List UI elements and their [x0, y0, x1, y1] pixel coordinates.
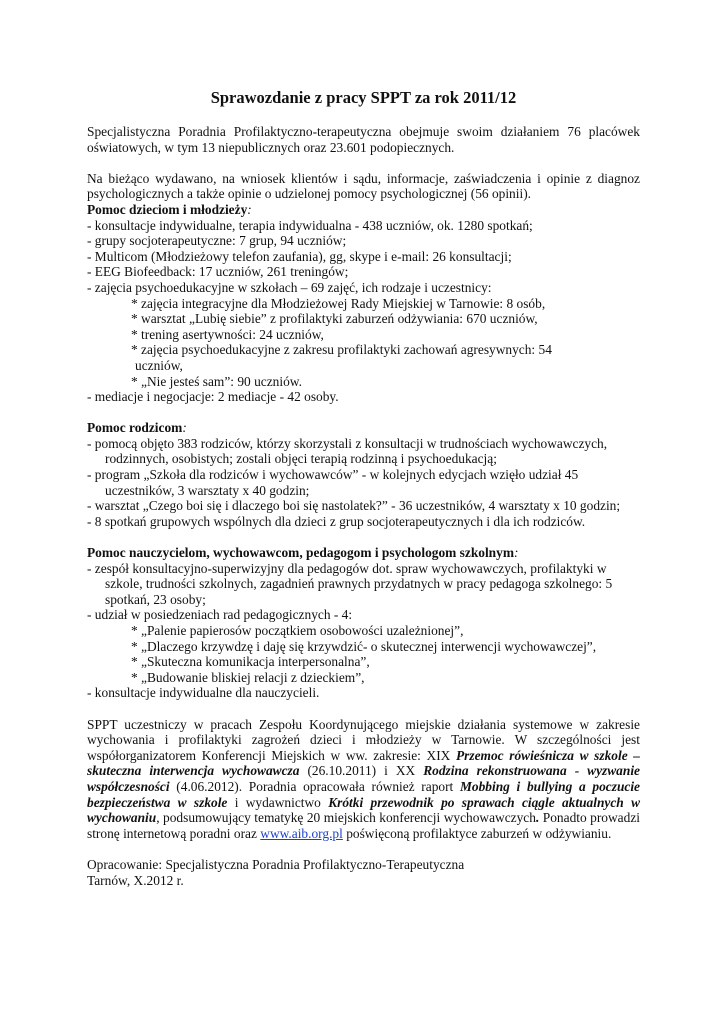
conference-title-xix: Przemoc rówieśnicza w szkole – skuteczna interwencja wychowawcza — [87, 747, 641, 779]
parents-item: - 8 spotkań grupowych wspólnych dla dzieci z grup socjoterapeutycznych i dla ich rodziców. — [87, 513, 586, 529]
teachers-item: - konsultacje indywidualne dla nauczycieli. — [87, 685, 320, 701]
children-subitem: * trening asertywności: 24 uczniów, — [131, 326, 324, 342]
parents-heading: Pomoc rodzicom: — [87, 420, 187, 436]
footer-place-date: Tarnów, X.2012 r. — [87, 872, 184, 888]
document-page — [87, 88, 640, 888]
conference-title-xx: Rodzina rekonstruowana - wyzwanie współczesności — [87, 763, 640, 794]
teachers-subitem: * „Budowanie bliskiej relacji z dzieckiem”, — [131, 669, 365, 685]
children-item: - konsultacje indywidualne, terapia indywidualna - 438 uczniów, ok. 1280 spotkań; — [87, 217, 533, 233]
document-title: Sprawozdanie z pracy SPPT za rok 2011/12 — [210, 88, 517, 107]
teachers-subitem: * „Dlaczego krzywdzę i daję się krzywdzić- o skutecznej interwencji wychowawczej”, — [131, 638, 597, 654]
parents-item: - program „Szkoła dla rodziców i wychowawców” - w kolejnych edycjach wzięło udział 45 uczestników, 3 warsztaty x 40 godzin; — [87, 467, 579, 498]
children-subitem-continuation: uczniów, — [135, 357, 183, 373]
requests-paragraph: Na bieżąco wydawano, na wniosek klientów i sądu, informacje, zaświadczenia i opinie z diagnoz psychologicznych a także opinie o udzielonej pomocy psychologicznej (56 opinii). — [87, 170, 640, 202]
publication-title: Krótki przewodnik po sprawach ciągle aktualnych w wychowaniu — [87, 794, 640, 826]
website-link[interactable]: www.aib.org.pl — [260, 825, 343, 841]
teachers-heading: Pomoc nauczycielom, wychowawcom, pedagogom i psychologom szkolnym: — [87, 545, 519, 561]
children-item: - Multicom (Młodzieżowy telefon zaufania), gg, skype i e-mail: 26 konsultacji; — [87, 248, 512, 264]
teachers-subitem: * „Palenie papierosów początkiem osobowości uzależnionej”, — [131, 623, 464, 638]
parents-item: - warsztat „Czego boi się i dlaczego boi się nastolatek?” - 36 uczestników, 4 warsztaty x 10 godzin; — [87, 498, 621, 514]
children-subitem: * zajęcia psychoedukacyjne z zakresu profilaktyki zachowań agresywnych: 54 — [131, 342, 552, 358]
teachers-item: - zespół konsultacyjno-superwizyjny dla pedagogów dot. spraw wychowawczych, profilaktyki w szkole, trudności szkolnych, zagadnień prawnych przydatnych w pracy pedagoga szkolnego: 5 spotkań, 23 osoby; — [87, 560, 613, 607]
children-item: - EEG Biofeedback: 17 uczniów, 261 treningów; — [87, 264, 349, 280]
intro-paragraph: Specjalistyczna Poradnia Profilaktyczno-terapeutyczna obejmuje swoim działaniem 76 placówek oświatowych, w tym 13 niepublicznych oraz 23.601 podopiecznych. — [87, 124, 640, 155]
parents-item: - pomocą objęto 383 rodziców, którzy skorzystali z konsultacji w trudnościach wychowawczych, rodzinnych, osobistych; zostali objęci terapią rodzinną i psychoedukacją; — [87, 435, 608, 467]
report-title: Mobbing i bullying a poczucie bezpieczeństwa w szkole — [87, 778, 641, 810]
closing-paragraph: SPPT uczestniczy w pracach Zespołu Koordynującego miejskie działania systemowe w zakresie wychowania i profilaktyki zagrożeń dzieci i młodzieży w Tarnowie. W szczególności jest współorganizatorem Konferencji Miejskich w ww. zakresie: XIX Przemoc rówieśnicza w szkole – skuteczna interwencja wychowawcza (26.10.2011) i XX Rodzina rekonstruowana - wyzwanie współczesności (4.06.2012). Poradnia opracowała również raport Mobbing i bullying a poczucie bezpieczeństwa w szkole i wydawnictwo Krótki przewodnik po sprawach ciągle aktualnych w wychowaniu, podsumowujący tematykę 20 miejskich konferencji wychowawczych. Ponadto prowadzi stronę internetową poradni oraz www.aib.org.pl poświęconą profilaktyce zaburzeń w odżywianiu. — [87, 716, 641, 841]
teachers-item: - udział w posiedzeniach rad pedagogicznych - 4: — [87, 607, 353, 623]
teachers-subitem: * „Skuteczna komunikacja interpersonalna”, — [131, 654, 370, 670]
children-item: - grupy socjoterapeutyczne: 7 grup, 94 uczniów; — [87, 233, 347, 249]
children-subitem: * zajęcia integracyjne dla Młodzieżowej Rady Miejskiej w Tarnowie: 8 osób, — [131, 295, 546, 311]
children-subitem: * „Nie jesteś sam”: 90 uczniów. — [131, 373, 302, 389]
children-subitem: * warsztat „Lubię siebie” z profilaktyki zaburzeń odżywiania: 670 uczniów, — [131, 311, 538, 327]
children-item: - zajęcia psychoedukacyjne w szkołach – 69 zajęć, ich rodzaje i uczestnicy: — [87, 279, 492, 295]
footer-author: Opracowanie: Specjalistyczna Poradnia Profilaktyczno-Terapeutyczna — [87, 856, 465, 872]
children-mediation-item: - mediacje i negocjacje: 2 mediacje - 42 osoby. — [87, 389, 339, 405]
children-heading: Pomoc dzieciom i młodzieży: — [87, 201, 252, 217]
